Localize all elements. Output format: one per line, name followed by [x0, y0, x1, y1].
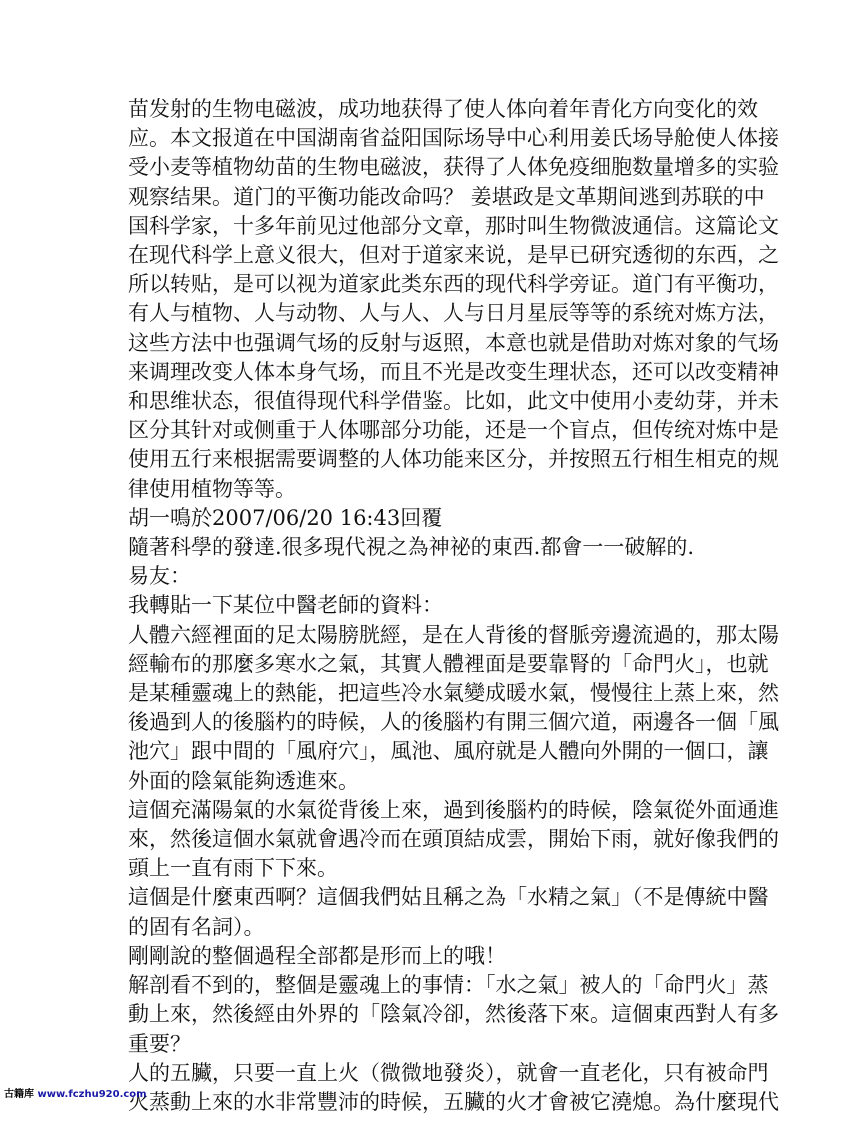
text-line: 這個是什麼東西啊？這個我們姑且稱之為「水精之氣」（不是傳統中醫	[128, 885, 769, 910]
text-line: 解剖看不到的，整個是靈魂上的事情：「水之氣」被人的「命門火」蒸	[128, 973, 769, 998]
text-line: 池穴」跟中間的「風府穴」，風池、風府就是人體向外開的一個口，讓	[128, 739, 769, 764]
document-text-block	[128, 95, 779, 1117]
text-line: 使用五行来根据需要调整的人体功能来区分，并按照五行相生相克的规	[128, 447, 779, 472]
text-line: 我轉貼一下某位中醫老師的資料：	[128, 593, 443, 618]
text-line: 受小麦等植物幼苗的生物电磁波，获得了人体免疫细胞数量增多的实验	[128, 155, 779, 180]
text-line: 來，然後這個水氣就會遇冷而在頭頂結成雲，開始下雨，就好像我們的	[128, 827, 779, 852]
text-line: 观察结果。道门的平衡功能改命吗？ 姜堪政是文革期间逃到苏联的中	[128, 184, 765, 209]
text-line: 国科学家，十多年前见过他部分文章，那时叫生物微波通信。这篇论文	[128, 213, 779, 238]
text-line: 外面的陰氣能夠透進來。	[128, 768, 359, 793]
text-line: 易友：	[128, 564, 191, 589]
text-line: 剛剛說的整個過程全部都是形而上的哦！	[128, 943, 506, 968]
text-line: 这些方法中也强调气场的反射与返照，本意也就是借助对炼对象的气场	[128, 330, 779, 355]
text-line: 律使用植物等等。	[128, 476, 296, 501]
text-line: 後過到人的後腦杓的時候，人的後腦杓有開三個穴道，兩邊各一個「風	[128, 710, 779, 735]
text-line: 来调理改变人体本身气场，而且不光是改变生理状态，还可以改变精神	[128, 359, 779, 384]
text-line: 隨著科學的發達.很多現代視之為神祕的東西.都會一一破解的.	[128, 535, 695, 560]
page-footer	[4, 1085, 147, 1100]
text-line: 在现代科学上意义很大，但对于道家来说，是早已研究透彻的东西，之	[128, 243, 779, 268]
text-line: 应。本文报道在中国湖南省益阳国际场导中心利用姜氏场导舱使人体接	[128, 126, 779, 151]
text-line: 区分其针对或侧重于人体哪部分功能，还是一个盲点，但传统对炼中是	[128, 418, 779, 443]
text-line: 這個充滿陽氣的水氣從背後上來，過到後腦杓的時候，陰氣從外面通進	[128, 797, 779, 822]
document-body	[128, 95, 779, 1117]
text-line: 人的五臟，只要一直上火（微微地發炎），就會一直老化，只有被命門	[128, 1060, 769, 1085]
text-line: 經輸布的那麼多寒水之氣，其實人體裡面是要靠腎的「命門火」，也就	[128, 651, 769, 676]
text-line: 火蒸動上來的水非常豐沛的時候，五臟的火才會被它澆熄。為什麼現代	[128, 1089, 779, 1114]
text-line: 有人与植物、人与动物、人与人、人与日月星辰等等的系统对炼方法，	[128, 301, 779, 326]
text-line: 苗发射的生物电磁波，成功地获得了使人体向着年青化方向变化的效	[128, 97, 758, 121]
text-line: 和思维状态，很值得现代科学借鉴。比如，此文中使用小麦幼芽，并未	[128, 389, 779, 414]
text-line: 重要？	[128, 1031, 191, 1056]
footer-url[interactable]: www.fczhu920.com	[37, 1089, 147, 1100]
text-line: 是某種靈魂上的熱能，把這些冷水氣變成暖水氣，慢慢往上蒸上來，然	[128, 681, 779, 706]
text-line: 的固有名詞）。	[128, 914, 265, 939]
text-line: 動上來，然後經由外界的「陰氣冷卻，然後落下來。這個東西對人有多	[128, 1002, 779, 1027]
footer-site-name: 古籍库	[4, 1089, 34, 1100]
text-line: 頭上一直有雨下下來。	[128, 856, 338, 881]
reply-header: 胡一鳴於2007/06/20 16:43回覆	[128, 505, 443, 530]
text-line: 所以转贴，是可以视为道家此类东西的现代科学旁证。道门有平衡功，	[128, 272, 779, 297]
text-line: 人體六經裡面的足太陽膀胱經，是在人背後的督脈旁邊流過的，那太陽	[128, 622, 779, 647]
